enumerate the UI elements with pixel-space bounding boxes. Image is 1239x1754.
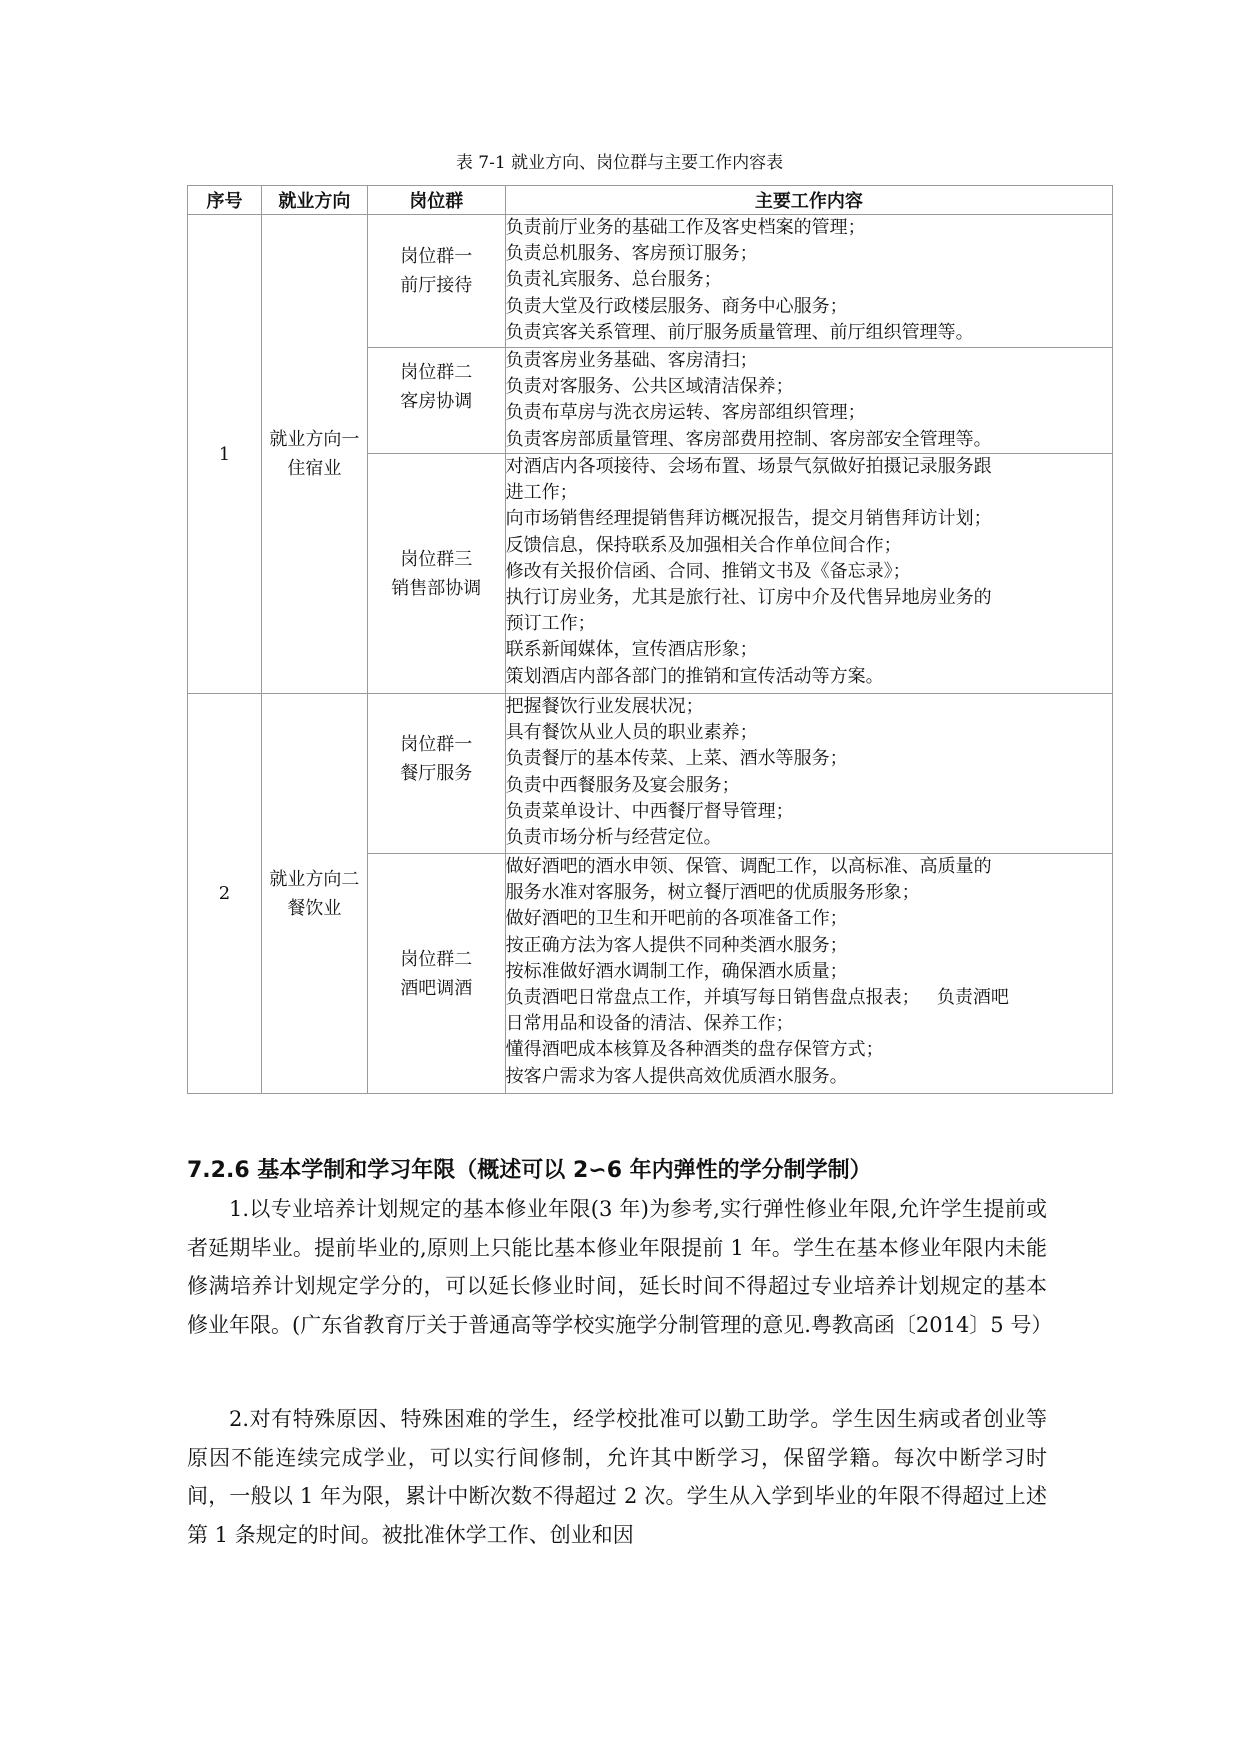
paragraph: 2.对有特殊原因、特殊困难的学生，经学校批准可以勤工助学。学生因生病或者创业等原因不能连续完成学业，可以实行间修制，允许其中断学习，保留学籍。每次中断学习时间，一般以 1 年为限，累计中断次数不得超过 2 次。学生从入学到毕业的年限不得超过上述第 1 条规定的时间。被批准休学工作、创业和因	[187, 1407, 1047, 1547]
paragraph: 1.以专业培养计划规定的基本修业年限(3 年)为参考,实行弹性修业年限,允许学生提前或者延期毕业。提前毕业的,原则上只能比基本修业年限提前 1 年。学生在基本修业年限内未能修满培养计划规定学分的，可以延长修业时间，延长时间不得超过专业培养计划规定的基本修业年限。(广东省教育厅关于普通高等学校实施学分制管理的意见.粤教高函〔2014〕5 号）	[187, 1197, 1053, 1337]
group-name: 岗位群一	[400, 733, 473, 755]
content-line: 做好酒吧的酒水申领、保管、调配工作，以高标准、高质量的	[505, 856, 992, 877]
content-line: 按标准做好酒水调制工作，确保酒水质量；	[505, 960, 848, 982]
row-number: 2	[188, 694, 262, 1094]
direction-cell	[261, 694, 367, 1094]
group-name: 岗位群二	[400, 361, 473, 383]
group-name: 销售部协调	[391, 577, 482, 599]
group-name: 餐厅服务	[400, 762, 473, 784]
group-name: 岗位群三	[400, 548, 473, 570]
content-line: 负责宾客关系管理、前厅服务质量管理、前厅组织管理等。	[505, 321, 974, 343]
content-line: 懂得酒吧成本核算及各种酒类的盘存保管方式；	[505, 1039, 884, 1061]
content-line: 对酒店内各项接待、会场布置、场景气氛做好拍摄记录服务跟	[505, 456, 992, 477]
direction-name: 餐饮业	[287, 897, 342, 919]
group-name: 前厅接待	[400, 275, 473, 296]
group-cell	[367, 854, 505, 1094]
content-line: 做好酒吧的卫生和开吧前的各项准备工作；	[505, 908, 848, 930]
direction-name: 就业方向二	[269, 868, 360, 890]
table-row	[188, 694, 1113, 854]
header-num: 序号	[188, 186, 262, 215]
content-line: 负责餐厅的基本传菜、上菜、酒水等服务；	[505, 748, 848, 770]
group-cell	[367, 694, 505, 854]
content-line: 负责客房业务基础、客房清扫；	[505, 350, 758, 371]
content-line: 负责对客服务、公共区域清洁保养；	[505, 376, 794, 398]
content-cell	[505, 694, 1112, 854]
content-line: 负责前厅业务的基础工作及客史档案的管理；	[505, 217, 866, 238]
content-cell	[505, 215, 1112, 348]
content-line: 负责中西餐服务及宴会服务；	[505, 774, 740, 796]
content-line: 负责布草房与洗衣房运转、客房部组织管理；	[505, 402, 866, 424]
content-line: 负责客房部质量管理、客房部费用控制、客房部安全管理等。	[505, 428, 992, 450]
direction-cell	[261, 215, 367, 694]
content-line: 策划酒店内部各部门的推销和宣传活动等方案。	[505, 665, 884, 687]
content-line: 具有餐饮从业人员的职业素养；	[505, 722, 758, 744]
content-line: 按客户需求为客人提供高效优质酒水服务。	[505, 1065, 848, 1087]
group-name: 客房协调	[400, 390, 473, 412]
group-name: 岗位群一	[400, 246, 473, 267]
content-line: 日常用品和设备的清洁、保养工作；	[505, 1013, 794, 1035]
header-direction: 就业方向	[261, 186, 367, 215]
table-header-row	[188, 186, 1113, 215]
table-row	[188, 215, 1113, 348]
content-line: 预订工作；	[505, 613, 596, 635]
content-line: 负责礼宾服务、总台服务；	[505, 269, 722, 291]
content-cell	[505, 348, 1112, 454]
section-heading: 7.2.6 基本学制和学习年限（概述可以 2∽6 年内弹性的学分制学制）	[187, 1158, 872, 1183]
direction-name: 就业方向一	[269, 429, 360, 450]
content-line: 负责大堂及行政楼层服务、商务中心服务；	[505, 295, 848, 317]
group-cell	[367, 348, 505, 454]
content-line: 负责总机服务、客房预订服务；	[505, 243, 758, 265]
content-line: 负责市场分析与经营定位。	[505, 827, 722, 849]
header-group: 岗位群	[367, 186, 505, 215]
table-caption: 表 7-1 就业方向、岗位群与主要工作内容表	[455, 153, 784, 173]
content-line: 反馈信息，保持联系及加强相关合作单位间合作；	[505, 534, 902, 556]
group-name: 岗位群二	[400, 948, 473, 970]
content-cell	[505, 854, 1112, 1094]
content-line: 联系新闻媒体，宣传酒店形象；	[505, 639, 758, 661]
content-line: 服务水准对客服务，树立餐厅酒吧的优质服务形象；	[505, 882, 920, 904]
group-cell	[367, 215, 505, 348]
content-line: 负责酒吧日常盘点工作，并填写每日销售盘点报表； 负责酒吧	[505, 987, 1009, 1009]
employment-table	[187, 185, 1113, 1094]
group-cell	[367, 454, 505, 694]
row-number: 1	[188, 215, 262, 694]
content-cell	[505, 454, 1112, 694]
direction-name: 住宿业	[287, 458, 342, 479]
group-name: 酒吧调酒	[400, 977, 473, 999]
content-line: 负责菜单设计、中西餐厅督导管理；	[505, 800, 794, 822]
content-line: 向市场销售经理提销售拜访概况报告，提交月销售拜访计划；	[505, 508, 992, 530]
content-line: 进工作；	[505, 482, 578, 504]
content-line: 修改有关报价信函、合同、推销文书及《备忘录》；	[505, 560, 911, 582]
content-line: 执行订房业务，尤其是旅行社、订房中介及代售异地房业务的	[505, 587, 992, 609]
header-content: 主要工作内容	[505, 186, 1112, 215]
content-line: 把握餐饮行业发展状况；	[505, 696, 704, 717]
content-line: 按正确方法为客人提供不同种类酒水服务；	[505, 934, 848, 956]
